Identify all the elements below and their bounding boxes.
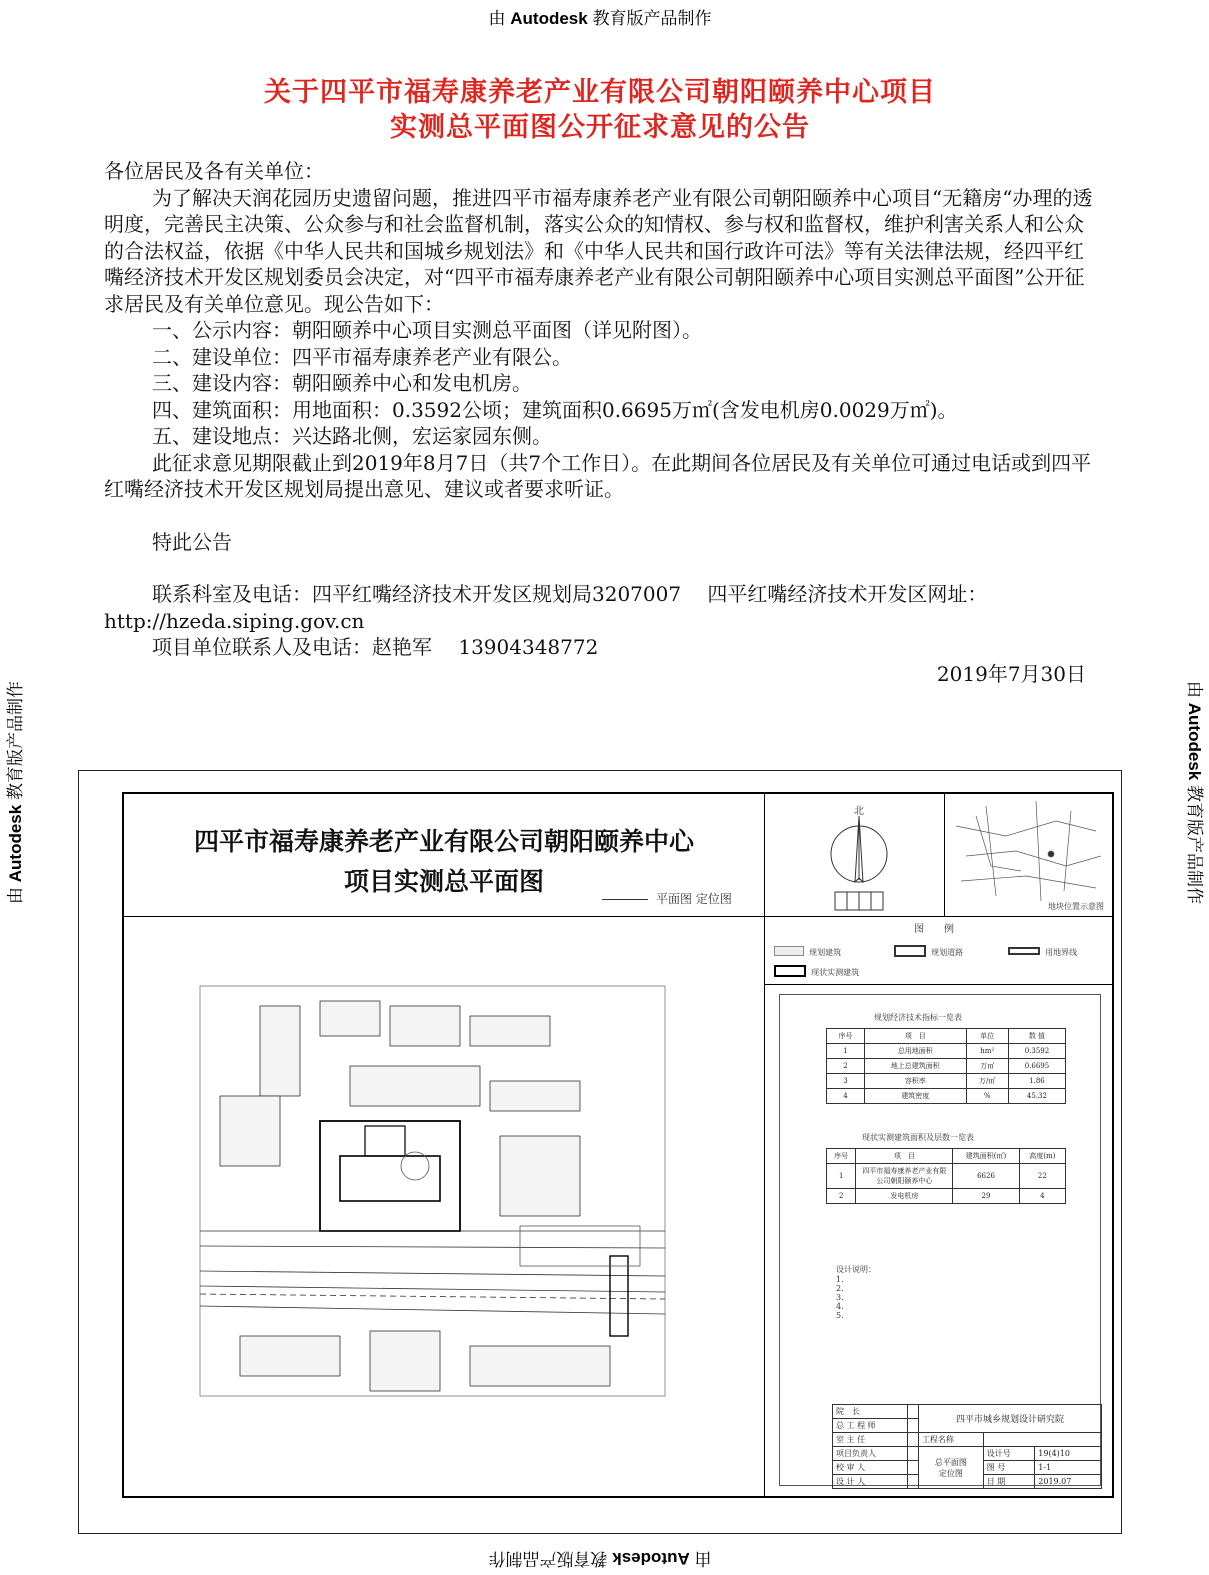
watermark-right: 由 Autodesk 教育版产品制作 bbox=[1184, 681, 1204, 904]
notice-title-line2: 实测总平面图公开征求意见的公告 bbox=[390, 112, 810, 143]
project-contact: 项目单位联系人及电话：赵艳军 13904348772 bbox=[152, 635, 599, 659]
table2-title: 现状实测建筑面积及层数一览表 bbox=[862, 1133, 974, 1142]
economic-indicators-table bbox=[826, 1028, 1066, 1104]
table2-header: 序号 项 目 建筑面积(㎡) 高度(m) bbox=[827, 1149, 1066, 1164]
contact-info: 联系科室及电话：四平红嘴经济技术开发区规划局3207007 四平红嘴经济技术开发区网址：http://hzeda.siping.gov.cn bbox=[104, 582, 988, 633]
table-row: 2 地上总建筑面积 万㎡ 0.6695 bbox=[827, 1059, 1066, 1074]
location-map-caption: 地块位置示意图 bbox=[1048, 902, 1104, 911]
item-3: 三、建设内容：朝阳颐养中心和发电机房。 bbox=[152, 371, 532, 395]
deadline-paragraph: 此征求意见期限截止到2019年8月7日（共7个工作日）。在此期间各位居民及有关单位可通过电话或到四平红嘴经济技术开发区规划局提出意见、建议或者要求听证。 bbox=[104, 450, 1092, 501]
legend-item-land-boundary: 用地界线 bbox=[1008, 940, 1077, 959]
intro-paragraph: 为了解决天润花园历史遗留问题，推进四平市福寿康养老产业有限公司朝阳颐养中心项目“无籍房“办理的透明度，完善民主决策、公众参与和社会监督机制，落实公众的知情权、参与权和监督权，维护利害关系人和公众的合法权益，依据《中华人民共和国城乡规划法》和《中华人民共和国行政许可法》等有关法律法规，经四平红嘴经济技术开发区规划委员会决定，对“四平市福寿康养老产业有限公司朝阳颐养中心项目实测总平面图”公开征求居民及有关单位意见。现公告如下： bbox=[104, 185, 1093, 316]
north-label: 北 bbox=[854, 806, 864, 817]
plan-title-line2: 项目实测总平面图 bbox=[343, 867, 544, 896]
table-row: 4 建筑密度 % 45.32 bbox=[827, 1089, 1066, 1104]
title-block: 院 长 四平市城乡规划设计研究院 总 工 程 师 室 主 任 工程名称 项目负责人 总平面图 定位图 设计号 19(4)10 校 审 人 图 号 1-1 设 计 人 日 期 2019.07 bbox=[832, 1404, 1102, 1489]
design-notes: 设计说明： 1. 2. 3. 4. 5. bbox=[836, 1265, 876, 1320]
item-2: 二、建设单位：四平市福寿康养老产业有限公。 bbox=[152, 344, 572, 369]
legend-title: 图 例 bbox=[914, 924, 954, 935]
drawing-frame bbox=[122, 792, 1114, 1498]
item-1: 一、公示内容：朝阳颐养中心项目实测总平面图（详见附图）。 bbox=[152, 318, 702, 342]
salutation: 各位居民及各有关单位： bbox=[104, 159, 324, 183]
legend-item-planned-building: 规划建筑 bbox=[774, 940, 841, 959]
plan-subtitle: 平面图 定位图 bbox=[602, 890, 732, 907]
location-map bbox=[946, 796, 1110, 914]
table-row: 1 总用地面积 hm² 0.3592 bbox=[827, 1044, 1066, 1059]
north-arrow-icon bbox=[824, 802, 894, 912]
watermark-top: 由 Autodesk 教育版产品制作 bbox=[488, 9, 712, 28]
plan-drawing-sheet bbox=[78, 770, 1122, 1534]
table-row: 2 发电机房 29 4 bbox=[827, 1189, 1066, 1204]
watermark-left: 由 Autodesk 教育版产品制作 bbox=[5, 681, 25, 904]
plan-title-line1: 四平市福寿康养老产业有限公司朝阳颐养中心 bbox=[193, 827, 694, 856]
notice-body bbox=[104, 158, 1100, 687]
legend-item-surveyed-building: 现状实测建筑 bbox=[774, 960, 859, 979]
table-row: 3 容积率 万/㎡ 1.86 bbox=[827, 1074, 1066, 1089]
site-plan-drawing bbox=[200, 986, 800, 1406]
notice-title-line1: 关于四平市福寿康养老产业有限公司朝阳颐养中心项目 bbox=[264, 77, 936, 108]
legend-item-planned-road: 规划道路 bbox=[894, 940, 963, 959]
item-5: 五、建设地点：兴达路北侧，宏运家园东侧。 bbox=[152, 424, 552, 448]
table1-title: 规划经济技术指标一览表 bbox=[874, 1013, 962, 1022]
closing: 特此公告 bbox=[152, 529, 232, 554]
item-4: 四、建筑面积：用地面积：0.3592公顷；建筑面积0.6695万㎡(含发电机房0.0029万㎡)。 bbox=[152, 397, 958, 422]
legend bbox=[764, 918, 1112, 984]
institute-name: 四平市城乡规划设计研究院 bbox=[918, 1405, 1101, 1433]
table-row: 1 四平市福寿康养老产业有限公司朝阳颐养中心 6626 22 bbox=[827, 1164, 1066, 1189]
notice-date: 2019年7月30日 bbox=[936, 661, 1086, 686]
location-map-graphic bbox=[946, 796, 1110, 914]
surveyed-buildings-table bbox=[826, 1148, 1066, 1204]
table1-header: 序号 项 目 单位 数 值 bbox=[827, 1029, 1066, 1044]
north-arrow bbox=[824, 802, 894, 912]
watermark-bottom: 由 Autodesk 教育版产品制作 bbox=[488, 1549, 712, 1568]
